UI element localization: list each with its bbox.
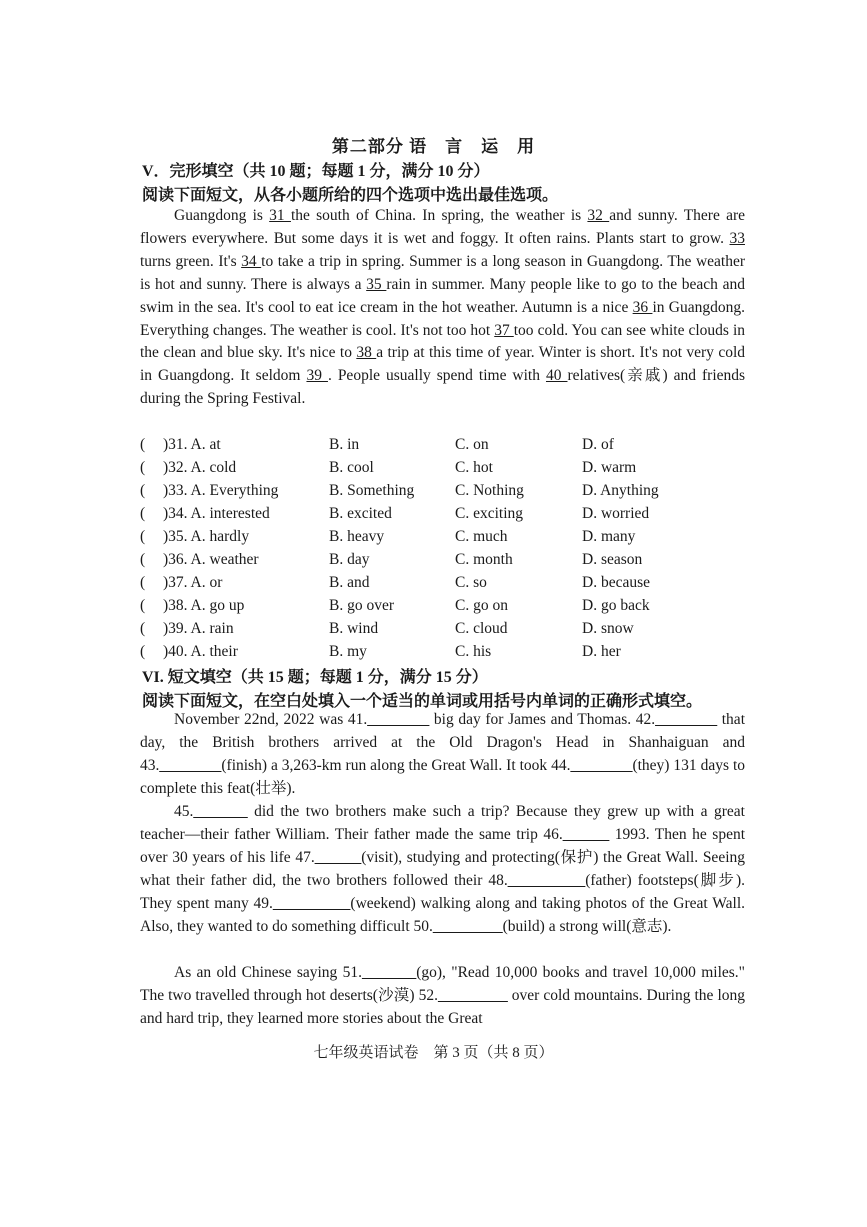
option-d: D. go back — [582, 597, 650, 614]
passage-text: (they) 131 days to complete this feat(壮举). — [140, 756, 745, 797]
option-row — [140, 479, 750, 502]
option-c: C. so — [455, 574, 487, 591]
option-b: B. go over — [329, 597, 395, 614]
passage-text: rain in summer. Many people like to go to the beach and swim in the sea. It's cool to eat ice cream in the hot weather. Autumn is a nice — [140, 275, 745, 316]
page-footer: 七年级英语试卷 第 3 页（共 8 页） — [313, 1045, 554, 1061]
option-a: )35. A. hardly — [163, 528, 250, 545]
option-c: C. hot — [455, 459, 493, 476]
answer-blank: 33 — [729, 229, 745, 247]
passage-text: relatives(亲戚) and friends during the Spring Festival. — [140, 367, 746, 408]
gapfill-paragraph-1 — [140, 709, 745, 801]
option-d: D. season — [582, 551, 643, 568]
answer-paren: ( — [140, 505, 146, 522]
answer-paren: ( — [140, 436, 146, 453]
answer-blank: ______ — [562, 825, 610, 843]
passage-text: November 22nd, 2022 was 41. — [174, 711, 368, 728]
answer-blank: 38 — [356, 344, 377, 362]
option-row — [140, 571, 750, 594]
passage-text: 1993. Then he spent over 30 years of his life 47. — [140, 825, 746, 866]
passage-text: that day, the British brothers arrived at the Old Dragon's Head in Shanhaiguan and 43. — [140, 711, 745, 774]
option-d: D. warm — [582, 459, 637, 476]
option-b: B. excited — [329, 505, 392, 522]
section5-instruction: 阅读下面短文，从各小题所给的四个选项中选出最佳选项。 — [142, 187, 559, 204]
passage-text: to take a trip in spring. Summer is a long season in Guangdong. The weather is hot and sunny. There is always a — [140, 252, 746, 293]
answer-paren: ( — [140, 528, 146, 545]
answer-blank: ________ — [655, 711, 718, 728]
answer-blank: 35 — [366, 275, 387, 293]
option-a: )36. A. weather — [163, 551, 259, 568]
option-b: B. wind — [329, 620, 379, 637]
answer-blank: _______ — [361, 964, 417, 981]
passage-text: (weekend) walking along and taking photos of the Great Wall. Also, they wanted to do something difficult 50. — [140, 894, 745, 935]
passage-text: As an old Chinese saying 51. — [174, 964, 362, 981]
cloze-options — [140, 433, 750, 663]
option-d: D. her — [582, 643, 621, 660]
passage-text: the south of China. In spring, the weather is — [290, 207, 588, 224]
option-a: )31. A. at — [163, 436, 221, 453]
answer-paren: ( — [140, 597, 146, 614]
passage-text: and sunny. There are flowers everywhere. But some days it is wet and foggy. It often rains. Plants start to grow. — [140, 207, 746, 247]
section6-heading: VI. 短文填空（共 15 题；每题 1 分，满分 15 分） — [142, 669, 488, 686]
option-row — [140, 456, 750, 479]
answer-blank: 36 — [632, 298, 653, 316]
section5-heading: V．完形填空（共 10 题；每题 1 分，满分 10 分） — [142, 163, 490, 180]
option-a: )34. A. interested — [163, 505, 270, 522]
answer-blank: _________ — [432, 917, 503, 935]
answer-blank: 37 — [494, 321, 514, 339]
answer-blank: __________ — [272, 894, 351, 912]
option-b: B. heavy — [329, 528, 385, 545]
passage-text: (visit), studying and protecting(保护) the Great Wall. Seeing what their father did, the two brothers followed their 48. — [140, 848, 746, 889]
passage-text: (go), "Read 10,000 books and travel 10,000 miles." The two travelled through hot deserts(沙漠) 52. — [140, 964, 745, 1004]
option-row — [140, 502, 750, 525]
option-c: C. his — [455, 643, 492, 660]
answer-paren: ( — [140, 643, 146, 660]
option-d: D. snow — [582, 620, 634, 637]
part-title: 第二部分 语 言 运 用 — [331, 137, 536, 156]
answer-paren: ( — [140, 574, 146, 591]
answer-blank: ______ — [314, 848, 362, 866]
option-b: B. cool — [329, 459, 374, 476]
passage-text: 45. — [174, 803, 194, 820]
option-d: D. Anything — [582, 482, 659, 499]
answer-blank: 31 — [269, 207, 291, 224]
option-a: )32. A. cold — [163, 459, 237, 476]
option-b: B. in — [329, 436, 360, 453]
passage-text: a trip at this time of year. Winter is short. It's not very cold in Guangdong. It seldom — [140, 344, 746, 385]
answer-blank: __________ — [507, 871, 586, 889]
answer-paren: ( — [140, 482, 146, 499]
option-c: C. on — [455, 436, 489, 453]
answer-blank: ________ — [159, 756, 222, 774]
passage-text: in Guangdong. Everything changes. The weather is cool. It's not too hot — [140, 298, 745, 339]
option-c: C. exciting — [455, 505, 524, 522]
passage-text: (finish) a 3,263-km run along the Great Wall. It took 44. — [221, 756, 571, 774]
answer-blank: 40 — [545, 367, 568, 385]
option-a: )37. A. or — [163, 574, 223, 591]
option-a: )38. A. go up — [163, 597, 245, 614]
answer-blank: _________ — [437, 986, 508, 1004]
passage-text: big day for James and Thomas. 42. — [429, 711, 656, 728]
passage-text: . People usually spend time with — [327, 367, 546, 385]
option-d: D. many — [582, 528, 636, 545]
option-c: C. cloud — [455, 620, 508, 637]
option-c: C. month — [455, 551, 513, 568]
passage-text: (father) footsteps(脚步). They spent many 49. — [140, 871, 745, 912]
option-row — [140, 640, 750, 663]
option-a: )33. A. Everything — [163, 482, 279, 499]
answer-blank: ________ — [570, 756, 633, 774]
option-b: B. and — [329, 574, 370, 591]
answer-paren: ( — [140, 459, 146, 476]
gapfill-paragraph-3 — [140, 962, 745, 1031]
option-b: B. Something — [329, 482, 415, 499]
option-c: C. much — [455, 528, 508, 545]
answer-blank: ________ — [367, 711, 430, 728]
answer-blank: 32 — [587, 207, 610, 224]
passage-text: did the two brothers make such a trip? Because they grew up with a great teacher—their father William. Their father made the same trip 46. — [140, 803, 745, 843]
option-a: )40. A. their — [163, 643, 238, 660]
option-d: D. because — [582, 574, 650, 591]
option-row — [140, 617, 750, 640]
option-c: C. go on — [455, 597, 508, 614]
answer-blank: 34 — [241, 252, 262, 270]
answer-paren: ( — [140, 551, 146, 568]
passage-text: turns green. It's — [140, 252, 242, 270]
option-row — [140, 594, 750, 617]
option-d: D. of — [582, 436, 614, 453]
section6-instruction: 阅读下面短文，在空白处填入一个适当的单词或用括号内单词的正确形式填空。 — [142, 693, 703, 710]
passage-text: (build) a strong will(意志). — [502, 917, 672, 935]
answer-paren: ( — [140, 620, 146, 637]
passage-text: Guangdong is — [174, 207, 270, 224]
option-c: C. Nothing — [455, 482, 524, 499]
passage-text: too cold. You can see white clouds in the clean and blue sky. It's nice to — [140, 321, 745, 362]
option-d: D. worried — [582, 505, 650, 522]
gapfill-paragraph-2 — [140, 801, 745, 938]
option-row — [140, 525, 750, 548]
option-b: B. day — [329, 551, 370, 568]
answer-blank: 39 — [306, 367, 328, 385]
answer-blank: _______ — [193, 803, 248, 820]
option-a: )39. A. rain — [163, 620, 234, 637]
option-row — [140, 548, 750, 571]
passage-text: over cold mountains. During the long and hard trip, they learned more stories about the Great — [140, 986, 745, 1027]
option-row — [140, 433, 750, 456]
option-b: B. my — [329, 643, 367, 660]
cloze-passage — [140, 205, 745, 411]
